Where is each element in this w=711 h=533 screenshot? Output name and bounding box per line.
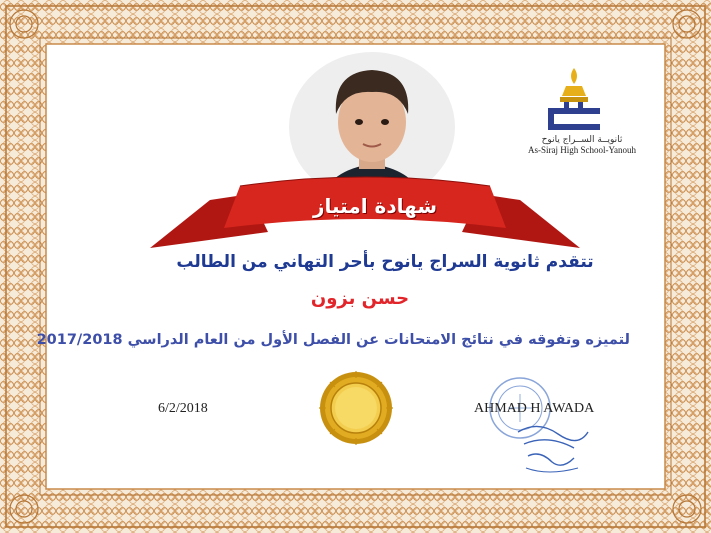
school-stamp-icon xyxy=(478,372,598,482)
gold-seal-icon xyxy=(318,370,394,446)
student-name: حسن بزون xyxy=(310,288,410,309)
school-name-ar: ثانويــة الســراج يانوح xyxy=(541,135,623,145)
school-name-en: As-Siraj High School-Yanouh xyxy=(527,145,637,155)
achievement-line: لتميزه وتفوقه في نتائج الامتحانات عن الفصل الأول من العام الدراسي 2017/2018 xyxy=(36,332,630,348)
intro-line: تتقدم ثانوية السراج يانوح بأحر التهاني من الطالب xyxy=(176,252,594,272)
signer-name: AHMAD H AWADA xyxy=(474,401,595,416)
ribbon-title: شهادة امتياز xyxy=(312,194,437,218)
issue-date: 6/2/2018 xyxy=(158,401,208,416)
